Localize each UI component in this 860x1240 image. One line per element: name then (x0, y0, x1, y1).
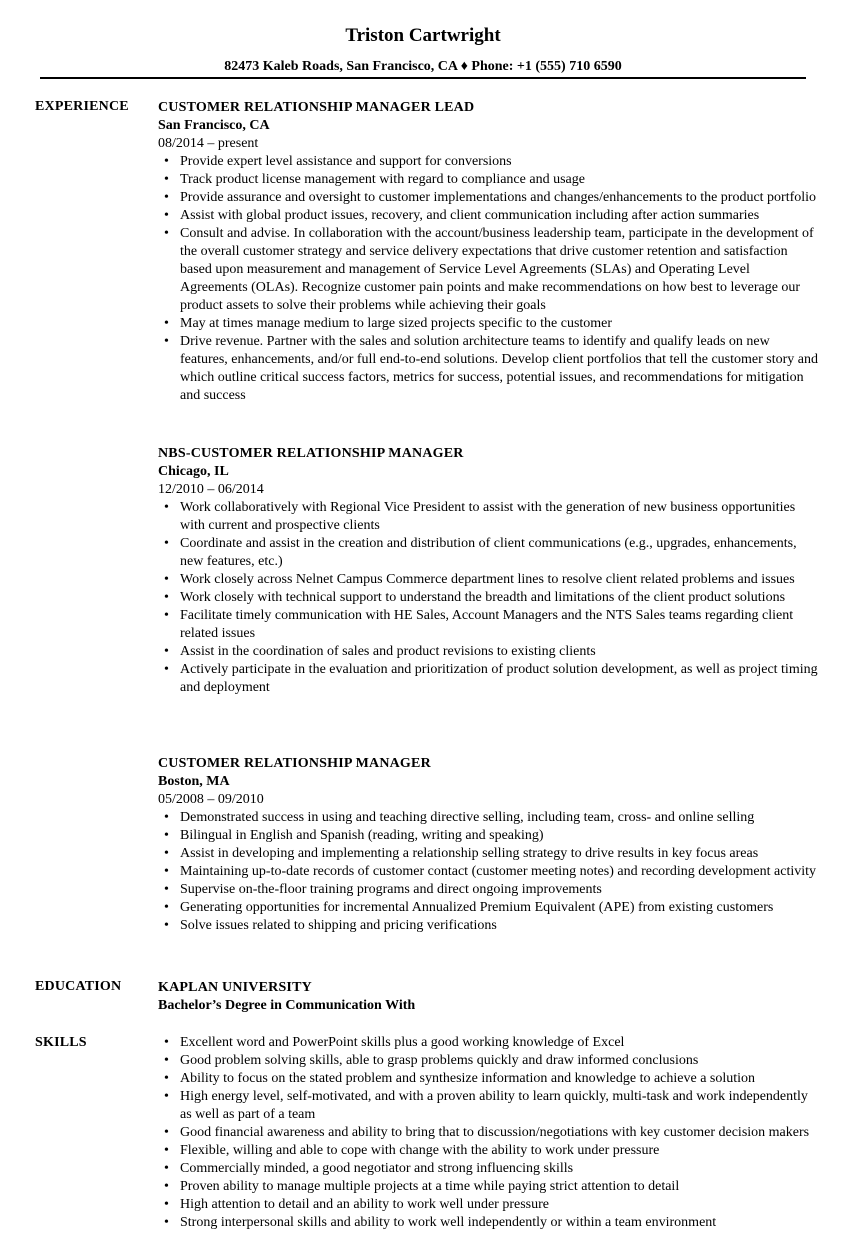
list-item: • Provide expert level assistance and support for conversions (158, 153, 818, 171)
candidate-name: Triston Cartwright (345, 25, 501, 46)
job-bullets (158, 153, 818, 405)
job-location: Boston, MA (158, 774, 230, 789)
list-item: • Solve issues related to shipping and pricing verifications (158, 917, 818, 935)
list-item: • Actively participate in the evaluation and prioritization of product solution development, as well as project timing and deployment (158, 661, 818, 697)
list-item: • Work closely with technical support to understand the breadth and limitations of the client product solutions (158, 589, 818, 607)
skills-heading: SKILLS (35, 1035, 87, 1050)
list-item: • Assist with global product issues, recovery, and client communication including after action summaries (158, 207, 818, 225)
job-dates: 12/2010 – 06/2014 (158, 482, 264, 497)
list-item: • Provide assurance and oversight to customer implementations and changes/enhancements to the product portfolio (158, 189, 818, 207)
job-dates: 08/2014 – present (158, 136, 259, 151)
list-item: • Proven ability to manage multiple projects at a time while paying strict attention to detail (158, 1178, 818, 1196)
list-item: • Drive revenue. Partner with the sales and solution architecture teams to identify and qualify leads on new features, enhancements, and/or full end-to-end solutions. Develop client portfolios that tell the customer story and which outline critical success factors, metrics for success, potential issues, and recommendations for mitigation and success (158, 333, 818, 405)
list-item: • High energy level, self-motivated, and with a proven ability to learn quickly, multi-task and work independently as well as part of a team (158, 1088, 818, 1124)
job-title: CUSTOMER RELATIONSHIP MANAGER (158, 756, 431, 771)
list-item: • Excellent word and PowerPoint skills plus a good working knowledge of Excel (158, 1034, 818, 1052)
experience-heading: EXPERIENCE (35, 99, 129, 114)
experience-entry (158, 99, 818, 405)
job-title: CUSTOMER RELATIONSHIP MANAGER LEAD (158, 100, 475, 115)
list-item: • Good problem solving skills, able to grasp problems quickly and draw informed conclusions (158, 1052, 818, 1070)
list-item: • Strong interpersonal skills and ability to work well independently or within a team environment (158, 1214, 818, 1232)
education-heading: EDUCATION (35, 979, 122, 994)
list-item: • Facilitate timely communication with HE Sales, Account Managers and the NTS Sales teams regarding client related issues (158, 607, 818, 643)
experience-entry (158, 755, 818, 935)
education-entry (158, 979, 818, 1015)
experience-entry (158, 445, 818, 697)
job-location: San Francisco, CA (158, 118, 270, 133)
list-item: • Track product license management with regard to compliance and usage (158, 171, 818, 189)
list-item: • Ability to focus on the stated problem and synthesize information and knowledge to achieve a solution (158, 1070, 818, 1088)
list-item: • Generating opportunities for incremental Annualized Premium Equivalent (APE) from existing customers (158, 899, 818, 917)
job-bullets (158, 809, 818, 935)
list-item: • High attention to detail and an ability to work well under pressure (158, 1196, 818, 1214)
skills-list (158, 1034, 818, 1232)
contact-line: 82473 Kaleb Roads, San Francisco, CA ♦ Phone: +1 (555) 710 6590 (224, 59, 622, 74)
list-item: • Work closely across Nelnet Campus Commerce department lines to resolve client related problems and issues (158, 571, 818, 589)
job-bullets (158, 499, 818, 697)
job-location: Chicago, IL (158, 464, 229, 479)
list-item: • Bilingual in English and Spanish (reading, writing and speaking) (158, 827, 818, 845)
list-item: • May at times manage medium to large sized projects specific to the customer (158, 315, 818, 333)
list-item: • Assist in developing and implementing a relationship selling strategy to drive results in key focus areas (158, 845, 818, 863)
school-name: KAPLAN UNIVERSITY (158, 980, 312, 995)
degree-name: Bachelor’s Degree in Communication With (158, 998, 416, 1013)
job-dates: 05/2008 – 09/2010 (158, 792, 264, 807)
list-item: • Commercially minded, a good negotiator and strong influencing skills (158, 1160, 818, 1178)
header-divider (40, 77, 806, 79)
list-item: • Good financial awareness and ability to bring that to discussion/negotiations with key customer decision makers (158, 1124, 818, 1142)
list-item: • Demonstrated success in using and teaching directive selling, including team, cross- and online selling (158, 809, 818, 827)
list-item: • Coordinate and assist in the creation and distribution of client communications (e.g., upgrades, enhancements, new features, etc.) (158, 535, 818, 571)
skills-list-container (158, 1034, 818, 1232)
list-item: • Assist in the coordination of sales and product revisions to existing clients (158, 643, 818, 661)
list-item: • Work collaboratively with Regional Vice President to assist with the generation of new business opportunities with current and prospective clients (158, 499, 818, 535)
list-item: • Consult and advise. In collaboration with the account/business leadership team, participate in the development of the overall customer strategy and service delivery expectations that drive customer retention and satisfaction based upon measurement and management of Service Level Agreements (SLAs) and Operating Level Agreements (OLAs). Recognize customer pain points and make recommendations on how best to leverage our product assets to solve their problems while achieving their goals (158, 225, 818, 315)
job-title: NBS-CUSTOMER RELATIONSHIP MANAGER (158, 446, 464, 461)
list-item: • Flexible, willing and able to cope with change with the ability to work under pressure (158, 1142, 818, 1160)
list-item: • Maintaining up-to-date records of customer contact (customer meeting notes) and recording development activity (158, 863, 818, 881)
list-item: • Supervise on-the-floor training programs and direct ongoing improvements (158, 881, 818, 899)
